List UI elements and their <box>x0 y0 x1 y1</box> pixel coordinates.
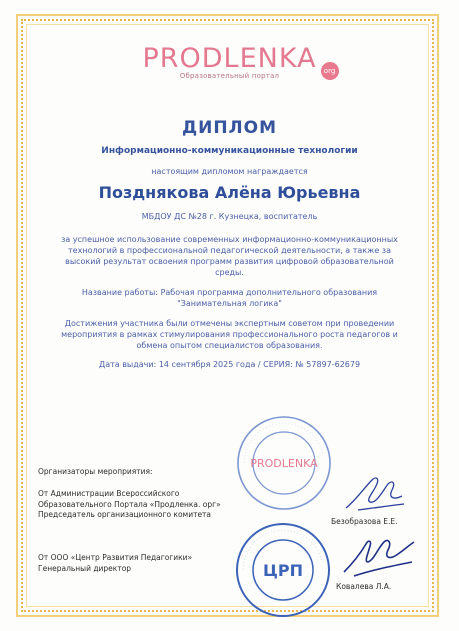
crp-stamp <box>233 520 333 620</box>
organizer-1-line-2: Образовательного Портала «Продленка. орг» <box>38 499 221 509</box>
logo-domain-badge: org <box>321 62 339 80</box>
organizer-2-line-2: Генеральный директор <box>38 563 132 573</box>
work-title-line2: "Занимательная логика" <box>177 299 282 308</box>
organizers-heading: Организаторы мероприятия: <box>38 467 153 476</box>
recipient-position: МБДОУ ДС №28 г. Кузнецка, воспитатель <box>141 212 318 221</box>
issue-date-series: Дата выдачи: 14 сентября 2025 года / СЕРИЯ: № 57897-62679 <box>98 360 361 369</box>
signature-bezobrazova <box>338 470 408 516</box>
work-title-line1: Название работы: Рабочая программа дополнительного образования <box>81 288 378 297</box>
signature-kovaleva <box>338 532 418 580</box>
logo-tagline: Образовательный портал <box>179 72 280 80</box>
signer-1-name: Безобразова Е.Е. <box>331 517 398 526</box>
stamp-logo-text: PRODLENKA <box>250 457 318 470</box>
organizer-1 <box>38 489 221 521</box>
logo <box>30 44 429 80</box>
experts-text: Достижения участника были отмечены экспертным советом при проведении мероприятия в рамках стимулирования профессионального роста педагогов и обмена опытом специалистов образования. <box>61 319 398 350</box>
achievement-text: за успешное использование современных информационно-коммуникационных технологий в профессиональной педагогической деятельности, а также за высокий результат освоения программ развития цифровой образовательной среды. <box>61 235 398 277</box>
diploma-title: ДИПЛОМ <box>181 118 278 138</box>
logo-wordmark <box>142 43 336 75</box>
diploma-subject: Информационно-коммуникационные технологии <box>101 146 358 156</box>
signer-2-name: Ковалева Л.А. <box>336 582 392 591</box>
prodlenka-stamp <box>235 414 333 512</box>
svg-text:· · · · · · · · · · · · · · ·: · · · · · · · · · · · · · · · · · · · · · · · · · · · · · · · · · · · <box>240 527 324 571</box>
logo-brand: PRODLENKA <box>142 43 317 74</box>
awarded-line: настоящим дипломом награждается <box>151 167 308 176</box>
work-title <box>60 287 399 309</box>
stamp-center-text: ЦРП <box>263 561 303 580</box>
organizer-2 <box>38 553 192 574</box>
organizer-1-line-1: От Администрации Всероссийского <box>38 489 180 498</box>
svg-text:· · · · · · · · · · · · · · ·: · · · · · · · · · · · · · · · · · · · · · · · · · · · · · · · · · · · <box>241 420 325 464</box>
recipient-name: Позднякова Алёна Юрьевна <box>98 183 361 202</box>
organizer-1-line-3: Председатель организационного комитета <box>38 510 212 519</box>
organizer-2-line-1: От ООО «Центр Развития Педагогики» <box>38 553 193 562</box>
